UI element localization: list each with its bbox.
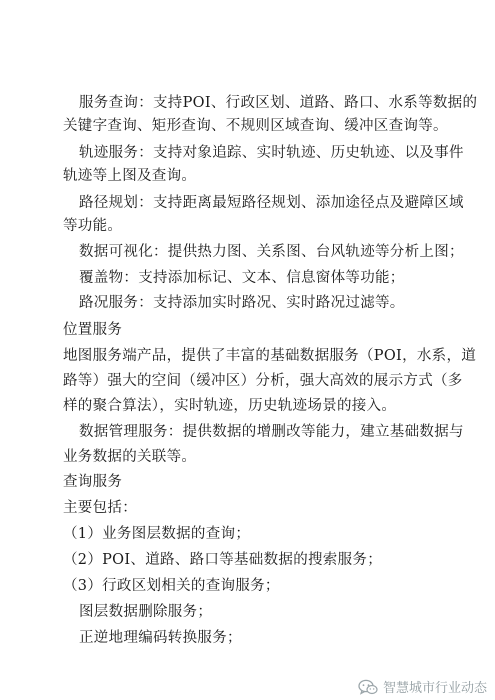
text-line: 服务查询：支持POI、行政区划、道路、路口、水系等数据的 — [79, 95, 478, 111]
text-line: 关键字查询、矩形查询、不规则区域查询、缓冲区查询等。 — [63, 118, 448, 134]
list-item: （3）行政区划相关的查询服务； — [63, 578, 280, 594]
text-line: 轨迹服务：支持对象追踪、实时轨迹、历史轨迹、以及事件 — [79, 145, 464, 161]
text-line: 路等）强大的空间（缓冲区）分析，强大高效的展示方式（多 — [63, 373, 463, 389]
text-line: 主要包括： — [63, 500, 137, 516]
list-item: （1）业务图层数据的查询； — [63, 526, 251, 542]
text-line: 路况服务：支持添加实时路况、实时路况过滤等。 — [79, 295, 405, 311]
watermark — [358, 677, 487, 696]
text-line: 数据可视化：提供热力图、关系图、台风轨迹等分析上图； — [79, 244, 464, 260]
text-line: 轨迹等上图及查询。 — [63, 168, 197, 184]
text-line: 路径规划：支持距离最短路径规划、添加途径点及避障区域 — [79, 195, 464, 211]
list-item: 正逆地理编码转换服务； — [79, 630, 242, 646]
text-line: 数据管理服务：提供数据的增删改等能力，建立基础数据与 — [79, 424, 464, 440]
text-line: 业务数据的关联等。 — [63, 449, 197, 465]
wechat-icon — [358, 679, 378, 695]
text-line: 等功能。 — [63, 218, 123, 234]
section-heading: 查询服务 — [63, 474, 123, 490]
text-line: 样的聚合算法），实时轨迹，历史轨迹场景的接入。 — [63, 398, 397, 414]
section-heading: 位置服务 — [63, 322, 123, 338]
list-item: （2）POI、道路、路口等基础数据的搜索服务； — [63, 552, 382, 568]
watermark-text: 智慧城市行业动态 — [382, 681, 487, 696]
text-line: 覆盖物：支持添加标记、文本、信息窗体等功能； — [79, 270, 405, 286]
list-item: 图层数据删除服务； — [79, 604, 213, 620]
text-line: 地图服务端产品，提供了丰富的基础数据服务（POI，水系，道 — [63, 348, 477, 364]
